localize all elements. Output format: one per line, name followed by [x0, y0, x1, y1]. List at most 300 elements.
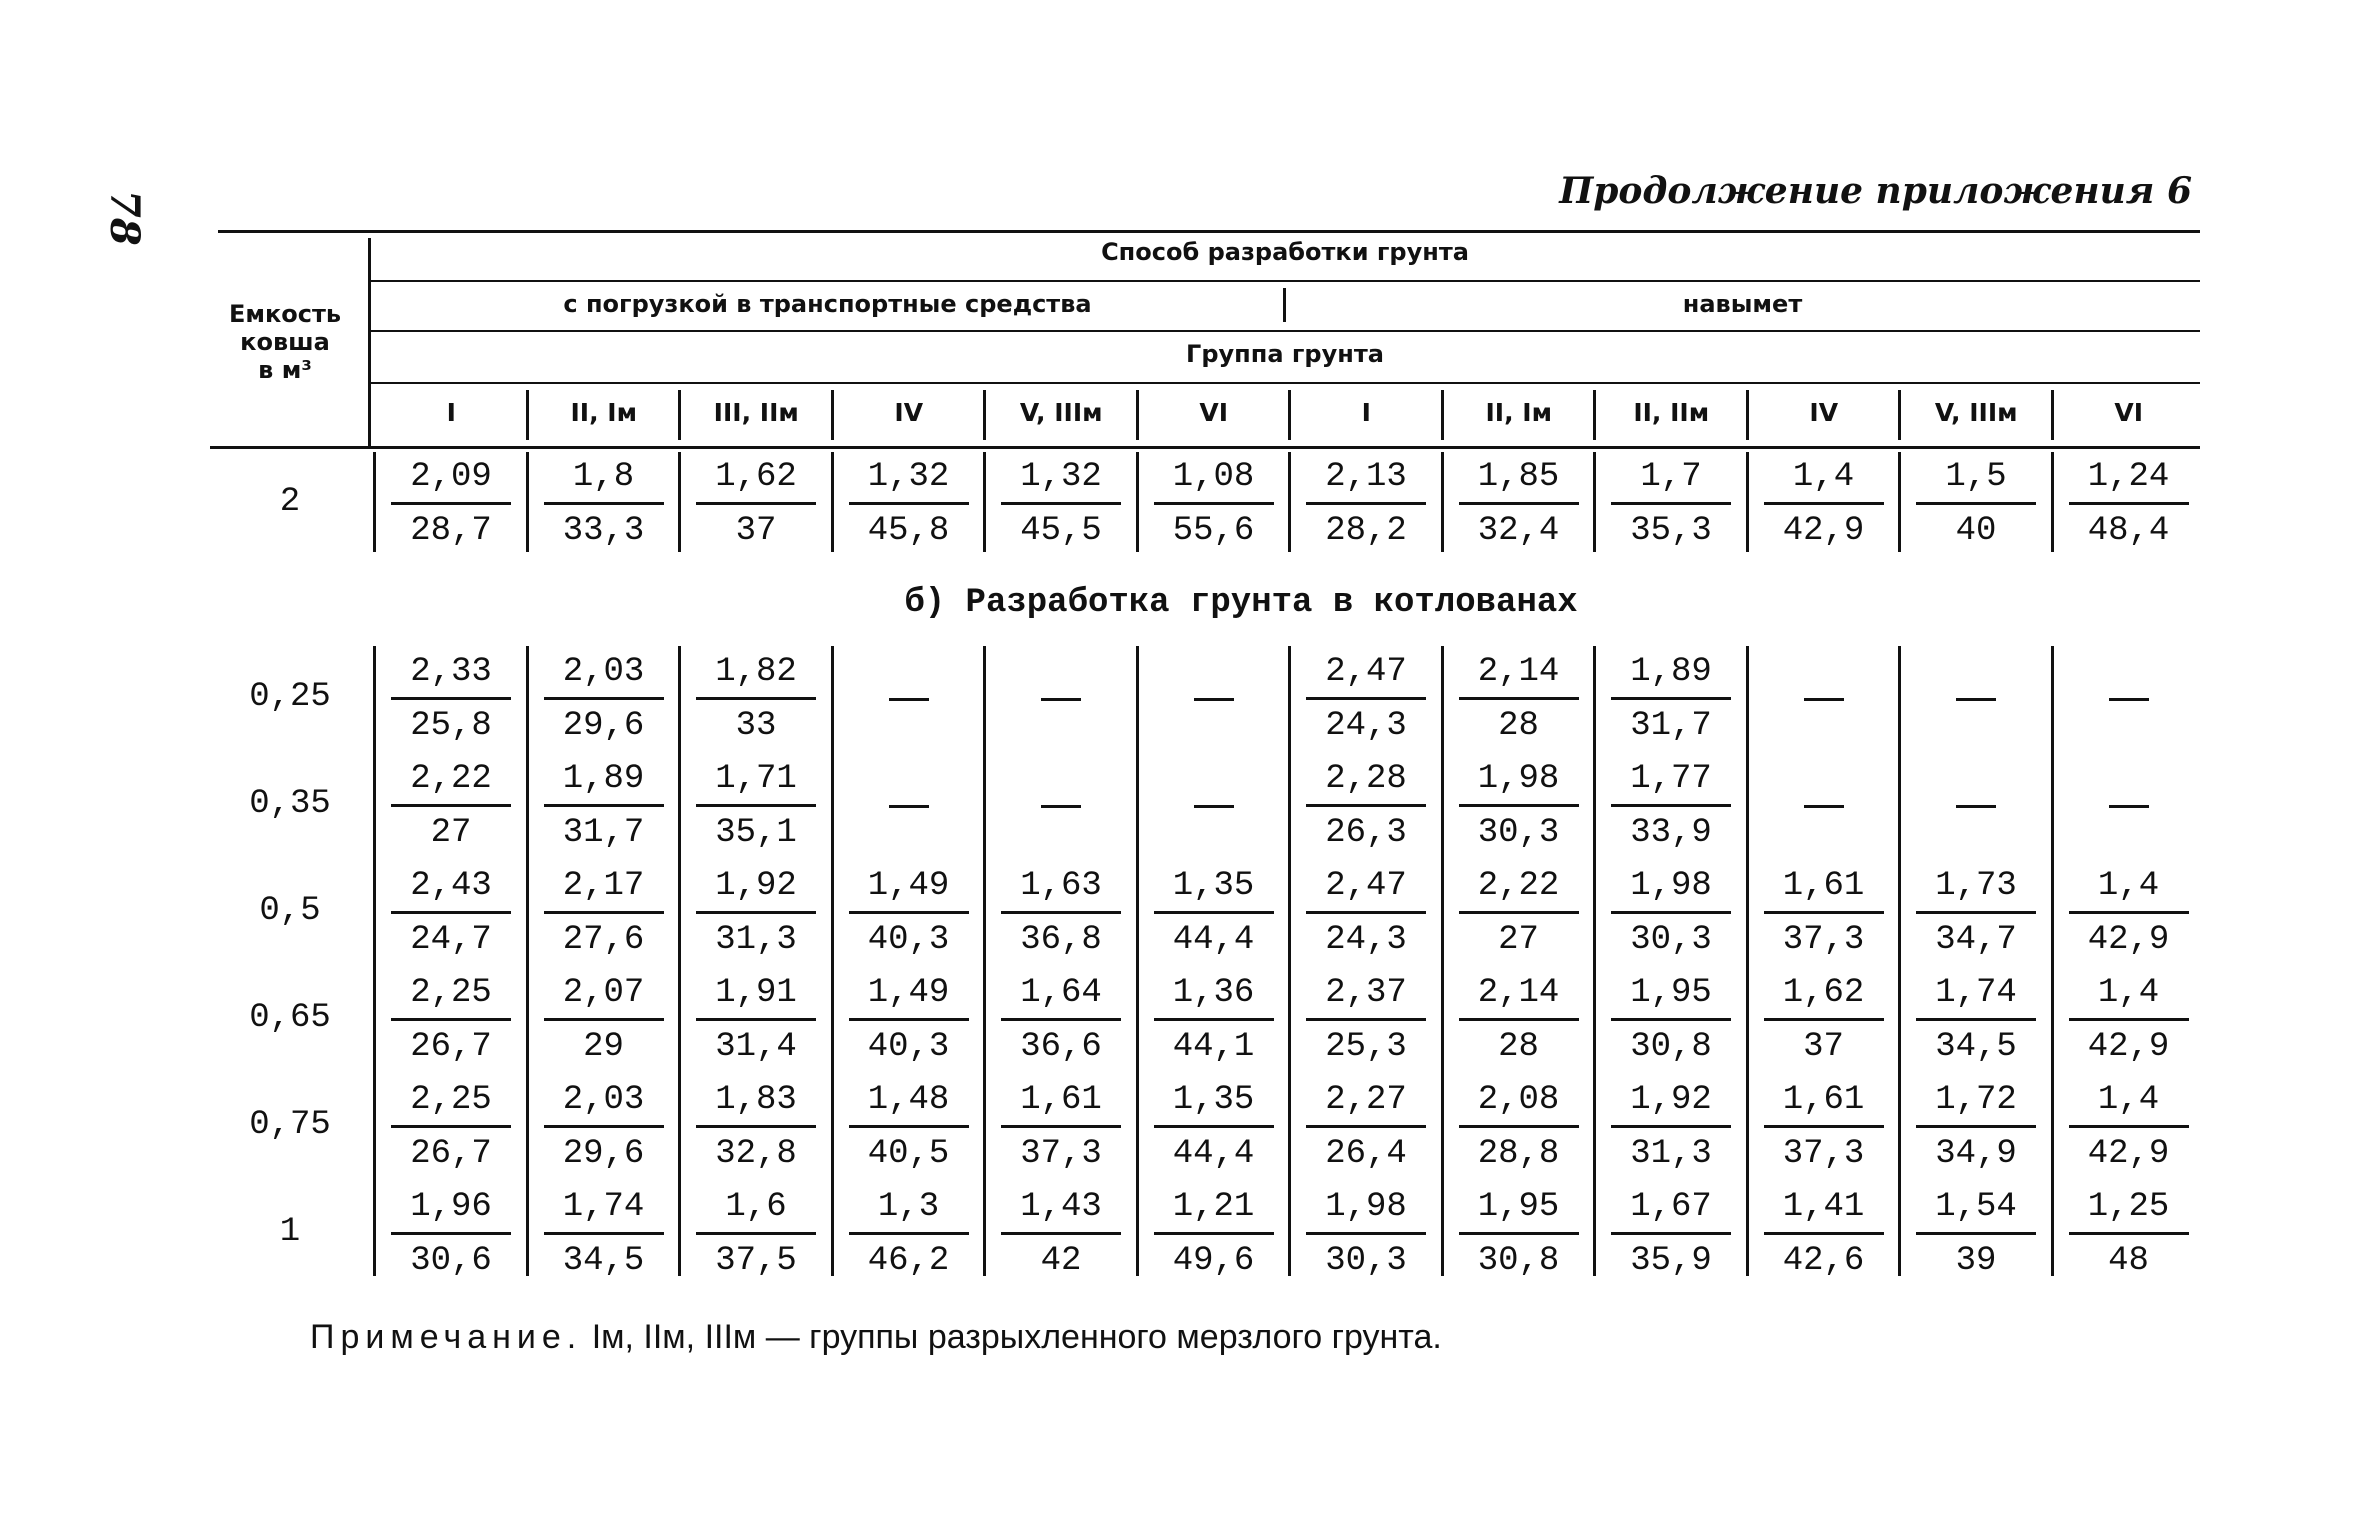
- fraction-bar: [2069, 1232, 2189, 1235]
- footnote-label: Примечание.: [310, 1318, 583, 1356]
- fraction-numerator: 1,61: [1782, 1081, 1865, 1119]
- fraction-cell: [386, 1185, 516, 1285]
- fraction-numerator: 2,09: [410, 458, 492, 496]
- fraction-bar: [544, 804, 664, 807]
- fraction-denominator: 33: [735, 707, 777, 745]
- fraction-numerator: 2,22: [410, 760, 492, 798]
- subgroup-throw-header: навымет: [1682, 290, 1803, 318]
- continuation-title: Продолжение приложения 6: [1559, 170, 2192, 212]
- group-rule: [370, 382, 2200, 384]
- fraction-cell: [539, 1185, 669, 1285]
- fraction-denominator: 35,9: [1630, 1242, 1712, 1280]
- fraction-cell: [691, 1078, 821, 1178]
- section-b-column-divider: [1898, 646, 1901, 1276]
- fraction-denominator: 25,3: [1325, 1028, 1407, 1066]
- fraction-bar: [2069, 911, 2189, 914]
- header-column-divider: [526, 390, 529, 440]
- capacity-value: 0,65: [249, 999, 331, 1037]
- fraction-cell: [1606, 864, 1736, 964]
- fraction-cell: [1454, 455, 1584, 555]
- fraction-numerator: 1,4: [2097, 867, 2160, 905]
- empty-cell: [844, 757, 974, 857]
- fraction-denominator: 42,9: [2087, 1028, 2170, 1066]
- fraction-denominator: 32,8: [715, 1135, 797, 1173]
- fraction-numerator: 1,73: [1935, 867, 2017, 905]
- dash-mark: [889, 698, 929, 701]
- fraction-bar: [1001, 1232, 1121, 1235]
- fraction-bar: [1611, 502, 1731, 505]
- empty-cell: [1759, 757, 1889, 857]
- empty-cell: [844, 650, 974, 750]
- fraction-denominator: 31,3: [715, 921, 797, 959]
- empty-cell: [1911, 650, 2041, 750]
- fraction-cell: [1454, 1185, 1584, 1285]
- fraction-cell: [1454, 757, 1584, 857]
- fraction-bar: [696, 911, 816, 914]
- header-bottom-rule: [210, 446, 2200, 449]
- section-b-column-divider: [1136, 646, 1139, 1276]
- fraction-cell: [1606, 757, 1736, 857]
- fraction-numerator: 1,08: [1172, 458, 1255, 496]
- dash-mark: [1804, 805, 1844, 808]
- fraction-bar: [696, 697, 816, 700]
- fraction-numerator: 1,74: [1935, 974, 2017, 1012]
- fraction-cell: [1454, 1078, 1584, 1178]
- fraction-numerator: 1,83: [715, 1081, 797, 1119]
- fraction-bar: [849, 1125, 969, 1128]
- fraction-denominator: 45,5: [1020, 512, 1102, 550]
- section-a-column-divider: [526, 452, 529, 552]
- fraction-denominator: 27,6: [562, 921, 645, 959]
- method-rule: [370, 280, 2200, 282]
- fraction-cell: [691, 757, 821, 857]
- section-b-title: б) Разработка грунта в котлованах: [904, 584, 1578, 622]
- fraction-bar: [1916, 1125, 2036, 1128]
- fraction-bar: [391, 697, 511, 700]
- footnote-text: Iм, IIм, IIIм — группы разрыхленного мерзлого грунта.: [591, 1318, 1442, 1356]
- fraction-cell: [1454, 864, 1584, 964]
- section-b-column-divider: [1746, 646, 1749, 1276]
- fraction-numerator: 1,32: [1020, 458, 1102, 496]
- subgroup-divider: [1283, 288, 1286, 322]
- column-label: II, Iм: [1485, 398, 1553, 427]
- fraction-cell: [1911, 864, 2041, 964]
- fraction-denominator: 48,4: [2087, 512, 2170, 550]
- header-column-divider: [1898, 390, 1901, 440]
- fraction-denominator: 27: [430, 814, 472, 852]
- fraction-bar: [696, 1232, 816, 1235]
- fraction-cell: [1454, 971, 1584, 1071]
- column-label: V, IIIм: [1934, 398, 2018, 427]
- fraction-denominator: 35,3: [1630, 512, 1712, 550]
- fraction-cell: [691, 455, 821, 555]
- dash-mark: [1956, 698, 1996, 701]
- fraction-bar: [391, 1018, 511, 1021]
- section-a-column-divider: [1593, 452, 1596, 552]
- fraction-numerator: 2,25: [410, 1081, 492, 1119]
- column-label: III, IIм: [713, 398, 799, 427]
- section-b-column-divider: [2051, 646, 2054, 1276]
- fraction-bar: [544, 1232, 664, 1235]
- header-column-divider: [831, 390, 834, 440]
- fraction-bar: [391, 502, 511, 505]
- fraction-denominator: 45,8: [867, 512, 950, 550]
- capacity-header-line1: Емкость: [228, 300, 342, 328]
- fraction-numerator: 2,14: [1477, 974, 1560, 1012]
- fraction-bar: [1459, 1018, 1579, 1021]
- fraction-cell: [1301, 971, 1431, 1071]
- dash-mark: [2109, 698, 2149, 701]
- fraction-denominator: 24,7: [410, 921, 492, 959]
- fraction-numerator: 1,64: [1020, 974, 1102, 1012]
- fraction-numerator: 1,43: [1020, 1188, 1102, 1226]
- fraction-denominator: 27: [1498, 921, 1539, 959]
- fraction-numerator: 1,7: [1640, 458, 1702, 496]
- fraction-denominator: 30,3: [1477, 814, 1560, 852]
- fraction-bar: [1154, 1125, 1274, 1128]
- fraction-denominator: 44,1: [1172, 1028, 1255, 1066]
- capacity-value: 0,35: [249, 785, 331, 823]
- fraction-cell: [1911, 1078, 2041, 1178]
- column-label: VI: [2114, 398, 2144, 427]
- fraction-denominator: 40: [1955, 512, 1997, 550]
- empty-cell: [996, 757, 1126, 857]
- fraction-numerator: 1,49: [867, 867, 950, 905]
- fraction-bar: [391, 1125, 511, 1128]
- fraction-numerator: 2,27: [1325, 1081, 1407, 1119]
- section-b-column-divider: [983, 646, 986, 1276]
- fraction-numerator: 1,61: [1020, 1081, 1102, 1119]
- fraction-numerator: 1,32: [867, 458, 950, 496]
- fraction-cell: [2064, 1078, 2194, 1178]
- fraction-numerator: 1,92: [715, 867, 797, 905]
- fraction-bar: [1459, 1125, 1579, 1128]
- fraction-cell: [1149, 1185, 1279, 1285]
- fraction-numerator: 2,28: [1325, 760, 1407, 798]
- fraction-denominator: 24,3: [1325, 707, 1407, 745]
- fraction-bar: [2069, 1018, 2189, 1021]
- fraction-cell: [844, 864, 974, 964]
- fraction-bar: [1459, 804, 1579, 807]
- fraction-cell: [1301, 864, 1431, 964]
- fraction-denominator: 24,3: [1325, 921, 1407, 959]
- capacity-header-line2: ковша: [240, 328, 330, 356]
- header-column-divider: [1136, 390, 1139, 440]
- fraction-bar: [1611, 911, 1731, 914]
- header-column-divider: [1746, 390, 1749, 440]
- fraction-bar: [1764, 1232, 1884, 1235]
- fraction-cell: [1301, 1185, 1431, 1285]
- fraction-bar: [1306, 697, 1426, 700]
- fraction-denominator: 26,7: [410, 1135, 492, 1173]
- fraction-numerator: 1,98: [1477, 760, 1560, 798]
- column-label: VI: [1199, 398, 1229, 427]
- column-label: II, IIм: [1633, 398, 1710, 427]
- fraction-numerator: 1,89: [562, 760, 645, 798]
- fraction-numerator: 1,61: [1782, 867, 1865, 905]
- fraction-cell: [1606, 1078, 1736, 1178]
- fraction-cell: [996, 971, 1126, 1071]
- fraction-cell: [1454, 650, 1584, 750]
- fraction-numerator: 2,43: [410, 867, 492, 905]
- fraction-cell: [1149, 864, 1279, 964]
- fraction-numerator: 2,14: [1477, 653, 1560, 691]
- fraction-bar: [1154, 502, 1274, 505]
- fraction-numerator: 1,54: [1935, 1188, 2017, 1226]
- fraction-bar: [544, 1125, 664, 1128]
- section-b-column-divider: [526, 646, 529, 1276]
- fraction-denominator: 42: [1040, 1242, 1082, 1280]
- fraction-bar: [1611, 1232, 1731, 1235]
- fraction-cell: [539, 757, 669, 857]
- fraction-denominator: 42,6: [1782, 1242, 1865, 1280]
- fraction-denominator: 32,4: [1477, 512, 1560, 550]
- section-a-column-divider: [2051, 452, 2054, 552]
- fraction-cell: [539, 455, 669, 555]
- fraction-cell: [1759, 1185, 1889, 1285]
- fraction-numerator: 1,49: [867, 974, 950, 1012]
- fraction-cell: [2064, 864, 2194, 964]
- fraction-cell: [539, 1078, 669, 1178]
- header-column-divider: [1593, 390, 1596, 440]
- fraction-bar: [1306, 1125, 1426, 1128]
- fraction-denominator: 28,8: [1477, 1135, 1560, 1173]
- fraction-bar: [1764, 502, 1884, 505]
- fraction-numerator: 1,41: [1782, 1188, 1865, 1226]
- section-a-column-divider: [983, 452, 986, 552]
- fraction-bar: [1459, 911, 1579, 914]
- capacity-value: 0,25: [249, 678, 331, 716]
- fraction-numerator: 1,35: [1172, 867, 1255, 905]
- fraction-numerator: 1,5: [1945, 458, 2007, 496]
- fraction-cell: [386, 864, 516, 964]
- capacity-value: 0,75: [249, 1106, 331, 1144]
- table-top-rule: [218, 230, 2200, 233]
- fraction-bar: [544, 911, 664, 914]
- dash-mark: [1956, 805, 1996, 808]
- fraction-cell: [386, 757, 516, 857]
- fraction-bar: [696, 1018, 816, 1021]
- fraction-numerator: 1,96: [410, 1188, 492, 1226]
- fraction-numerator: 1,4: [2097, 974, 2160, 1012]
- fraction-cell: [2064, 1185, 2194, 1285]
- fraction-numerator: 1,4: [2097, 1081, 2160, 1119]
- fraction-cell: [1606, 455, 1736, 555]
- fraction-numerator: 2,33: [410, 653, 492, 691]
- column-label: I: [1361, 398, 1371, 427]
- page-number: 78: [101, 190, 148, 246]
- fraction-denominator: 30,3: [1325, 1242, 1407, 1280]
- section-a-column-divider: [1898, 452, 1901, 552]
- fraction-denominator: 29: [583, 1028, 624, 1066]
- fraction-bar: [1916, 1018, 2036, 1021]
- fraction-bar: [1306, 1232, 1426, 1235]
- fraction-denominator: 55,6: [1172, 512, 1255, 550]
- fraction-denominator: 37,5: [715, 1242, 797, 1280]
- fraction-bar: [1154, 1018, 1274, 1021]
- fraction-numerator: 2,37: [1325, 974, 1407, 1012]
- fraction-cell: [1911, 1185, 2041, 1285]
- fraction-cell: [1149, 455, 1279, 555]
- fraction-bar: [1306, 911, 1426, 914]
- fraction-cell: [539, 864, 669, 964]
- fraction-numerator: 1,98: [1325, 1188, 1407, 1226]
- fraction-bar: [1916, 911, 2036, 914]
- fraction-bar: [1764, 1125, 1884, 1128]
- fraction-bar: [1306, 804, 1426, 807]
- fraction-denominator: 49,6: [1172, 1242, 1255, 1280]
- fraction-bar: [544, 1018, 664, 1021]
- fraction-cell: [691, 1185, 821, 1285]
- fraction-bar: [1001, 1125, 1121, 1128]
- method-header: Способ разработки грунта: [1101, 238, 1469, 266]
- fraction-bar: [1611, 804, 1731, 807]
- fraction-cell: [1149, 1078, 1279, 1178]
- section-a-column-divider: [678, 452, 681, 552]
- fraction-denominator: 28,2: [1325, 512, 1407, 550]
- fraction-cell: [386, 1078, 516, 1178]
- fraction-numerator: 1,91: [715, 974, 797, 1012]
- fraction-bar: [1459, 697, 1579, 700]
- fraction-numerator: 1,25: [2087, 1188, 2170, 1226]
- subgroup-rule: [370, 330, 2200, 332]
- fraction-bar: [1459, 1232, 1579, 1235]
- fraction-denominator: 25,8: [410, 707, 492, 745]
- fraction-numerator: 1,35: [1172, 1081, 1255, 1119]
- fraction-numerator: 1,8: [572, 458, 635, 496]
- section-a-column-divider: [1746, 452, 1749, 552]
- fraction-cell: [844, 455, 974, 555]
- fraction-denominator: 44,4: [1172, 921, 1255, 959]
- fraction-cell: [844, 971, 974, 1071]
- fraction-bar: [1154, 1232, 1274, 1235]
- footnote: [310, 1318, 1442, 1357]
- fraction-denominator: 37,3: [1020, 1135, 1102, 1173]
- fraction-denominator: 31,4: [715, 1028, 797, 1066]
- fraction-denominator: 40,3: [867, 1028, 950, 1066]
- fraction-denominator: 40,5: [867, 1135, 950, 1173]
- fraction-denominator: 33,3: [562, 512, 645, 550]
- dash-mark: [1194, 805, 1234, 808]
- fraction-cell: [1606, 650, 1736, 750]
- fraction-cell: [1149, 971, 1279, 1071]
- capacity-value: 0,5: [259, 892, 321, 930]
- fraction-numerator: 1,48: [867, 1081, 950, 1119]
- column-label: II, Iм: [570, 398, 638, 427]
- fraction-cell: [1911, 971, 2041, 1071]
- section-a-column-divider: [831, 452, 834, 552]
- fraction-cell: [2064, 455, 2194, 555]
- fraction-denominator: 40,3: [867, 921, 950, 959]
- capacity-value: 2: [279, 483, 301, 521]
- dash-mark: [1041, 698, 1081, 701]
- fraction-denominator: 33,9: [1630, 814, 1712, 852]
- section-a-column-divider: [1288, 452, 1291, 552]
- fraction-cell: [1301, 455, 1431, 555]
- subgroup-loading-header: с погрузкой в транспортные средства: [563, 290, 1092, 318]
- fraction-denominator: 30,6: [410, 1242, 492, 1280]
- empty-cell: [2064, 757, 2194, 857]
- header-column-divider: [1441, 390, 1444, 440]
- group-header: Группа грунта: [1186, 340, 1384, 368]
- fraction-cell: [386, 971, 516, 1071]
- fraction-numerator: 1,6: [725, 1188, 787, 1226]
- fraction-denominator: 42,9: [2087, 1135, 2170, 1173]
- fraction-bar: [1764, 1018, 1884, 1021]
- fraction-numerator: 1,63: [1020, 867, 1102, 905]
- capacity-header: [210, 300, 360, 384]
- fraction-cell: [996, 1185, 1126, 1285]
- fraction-denominator: 35,1: [715, 814, 797, 852]
- fraction-numerator: 1,36: [1172, 974, 1255, 1012]
- column-label: V, IIIм: [1019, 398, 1103, 427]
- fraction-bar: [696, 1125, 816, 1128]
- fraction-bar: [696, 502, 816, 505]
- section-b-column-divider: [1593, 646, 1596, 1276]
- fraction-bar: [1001, 1018, 1121, 1021]
- fraction-denominator: 34,5: [562, 1242, 645, 1280]
- fraction-cell: [996, 864, 1126, 964]
- fraction-denominator: 31,7: [1630, 707, 1712, 745]
- fraction-numerator: 2,47: [1325, 653, 1407, 691]
- fraction-numerator: 1,89: [1630, 653, 1712, 691]
- empty-cell: [1911, 757, 2041, 857]
- fraction-cell: [1759, 864, 1889, 964]
- fraction-bar: [544, 502, 664, 505]
- fraction-denominator: 36,6: [1020, 1028, 1102, 1066]
- fraction-bar: [1764, 911, 1884, 914]
- fraction-bar: [1001, 911, 1121, 914]
- column-label: I: [446, 398, 456, 427]
- empty-cell: [1149, 650, 1279, 750]
- fraction-denominator: 30,8: [1630, 1028, 1712, 1066]
- fraction-denominator: 29,6: [562, 707, 645, 745]
- fraction-cell: [1301, 650, 1431, 750]
- empty-cell: [1149, 757, 1279, 857]
- fraction-denominator: 42,9: [2087, 921, 2170, 959]
- column-label: IV: [894, 398, 924, 427]
- fraction-denominator: 29,6: [562, 1135, 645, 1173]
- fraction-numerator: 1,62: [715, 458, 797, 496]
- section-b-column-divider: [1288, 646, 1291, 1276]
- fraction-denominator: 28: [1498, 707, 1539, 745]
- fraction-cell: [539, 971, 669, 1071]
- fraction-numerator: 2,07: [562, 974, 645, 1012]
- header-column-divider: [2051, 390, 2054, 440]
- fraction-numerator: 2,08: [1477, 1081, 1560, 1119]
- fraction-denominator: 39: [1955, 1242, 1997, 1280]
- fraction-denominator: 42,9: [1782, 512, 1865, 550]
- dash-mark: [2109, 805, 2149, 808]
- fraction-denominator: 37,3: [1782, 1135, 1865, 1173]
- fraction-numerator: 1,85: [1477, 458, 1560, 496]
- fraction-bar: [1306, 1018, 1426, 1021]
- fraction-cell: [1301, 757, 1431, 857]
- fraction-numerator: 1,95: [1477, 1188, 1560, 1226]
- header-column-divider: [678, 390, 681, 440]
- fraction-cell: [1759, 971, 1889, 1071]
- fraction-bar: [1459, 502, 1579, 505]
- fraction-denominator: 34,5: [1935, 1028, 2017, 1066]
- section-a-column-divider: [1441, 452, 1444, 552]
- fraction-cell: [386, 650, 516, 750]
- fraction-denominator: 34,9: [1935, 1135, 2017, 1173]
- fraction-numerator: 1,4: [1792, 458, 1855, 496]
- fraction-bar: [849, 1018, 969, 1021]
- fraction-bar: [2069, 502, 2189, 505]
- fraction-cell: [691, 971, 821, 1071]
- fraction-bar: [2069, 1125, 2189, 1128]
